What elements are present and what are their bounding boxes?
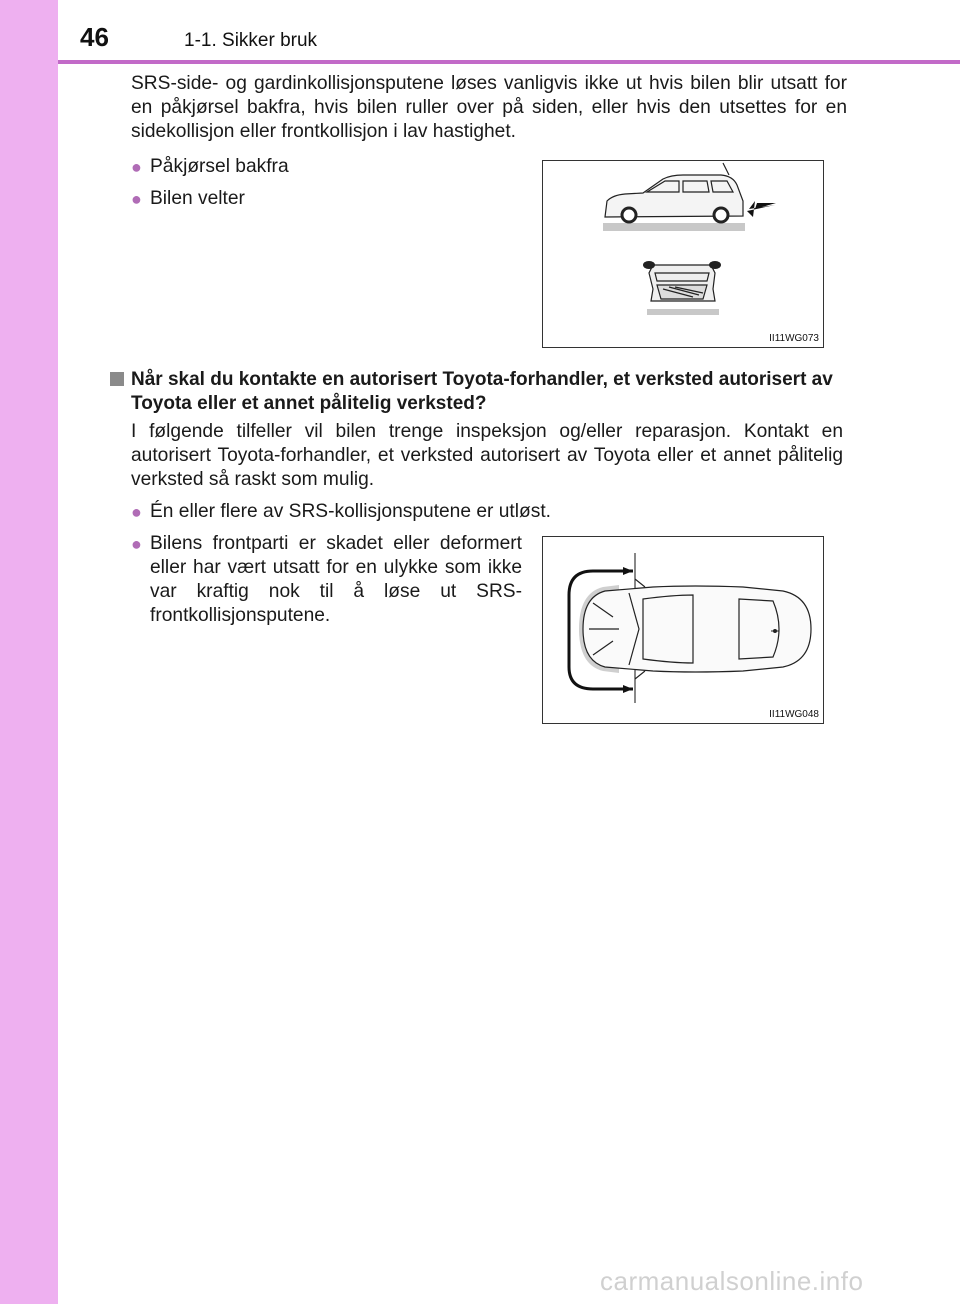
side-tab-bar: [0, 0, 58, 1304]
bullet-dot-icon: ●: [131, 534, 142, 554]
intro-paragraph: SRS-side- og gardinkollisjonsputene løses vanligvis ikke ut hvis bilen blir utsatt for en påkjørsel bakfra, hvis bilen ruller over på siden, eller hvis den utsettes for en sidekollisjon eller frontkollisjon i lav hastighet.: [131, 73, 847, 142]
bullet-text: Bilen velter: [150, 188, 245, 209]
section-title: 1-1. Sikker bruk: [184, 30, 318, 51]
bullet-dot-icon: ●: [131, 189, 142, 209]
figure-front-damage-top-view: [542, 536, 824, 724]
bullet-dot-icon: ●: [131, 502, 142, 522]
figure-code: II11WG048: [769, 709, 819, 720]
header-rule: [58, 60, 960, 64]
bullet-text: Én eller flere av SRS-kollisjonsputene er utløst.: [150, 501, 551, 522]
bullet-dot-icon: ●: [131, 157, 142, 177]
rear-collision-rollover-illustration: [543, 161, 823, 347]
section-paragraph: I følgende tilfeller vil bilen trenge inspeksjon og/eller reparasjon. Kontakt en autorisert Toyota-forhandler, et verksted autorisert av Toyota eller et annet pålitelig verksted så raskt som mulig.: [131, 421, 843, 490]
figure-rear-collision-rollover: [542, 160, 824, 348]
bullet-text: Påkjørsel bakfra: [150, 156, 289, 177]
watermark: carmanualsonline.info: [600, 1266, 864, 1296]
section-heading-text: Når skal du kontakte en autorisert Toyota-forhandler, et verksted autorisert av Toyota eller et annet pålitelig verksted?: [131, 369, 833, 414]
figure-code: II11WG073: [769, 333, 819, 344]
bullet-text: Bilens frontparti er skadet eller deformert eller har vært utsatt for en ulykke som ikke var kraftig nok til å løse ut SRS-frontkollisjonsputene.: [150, 533, 522, 626]
heading-square-icon: [110, 372, 124, 386]
front-damage-top-view-illustration: [543, 537, 823, 723]
page-number: 46: [80, 22, 109, 52]
